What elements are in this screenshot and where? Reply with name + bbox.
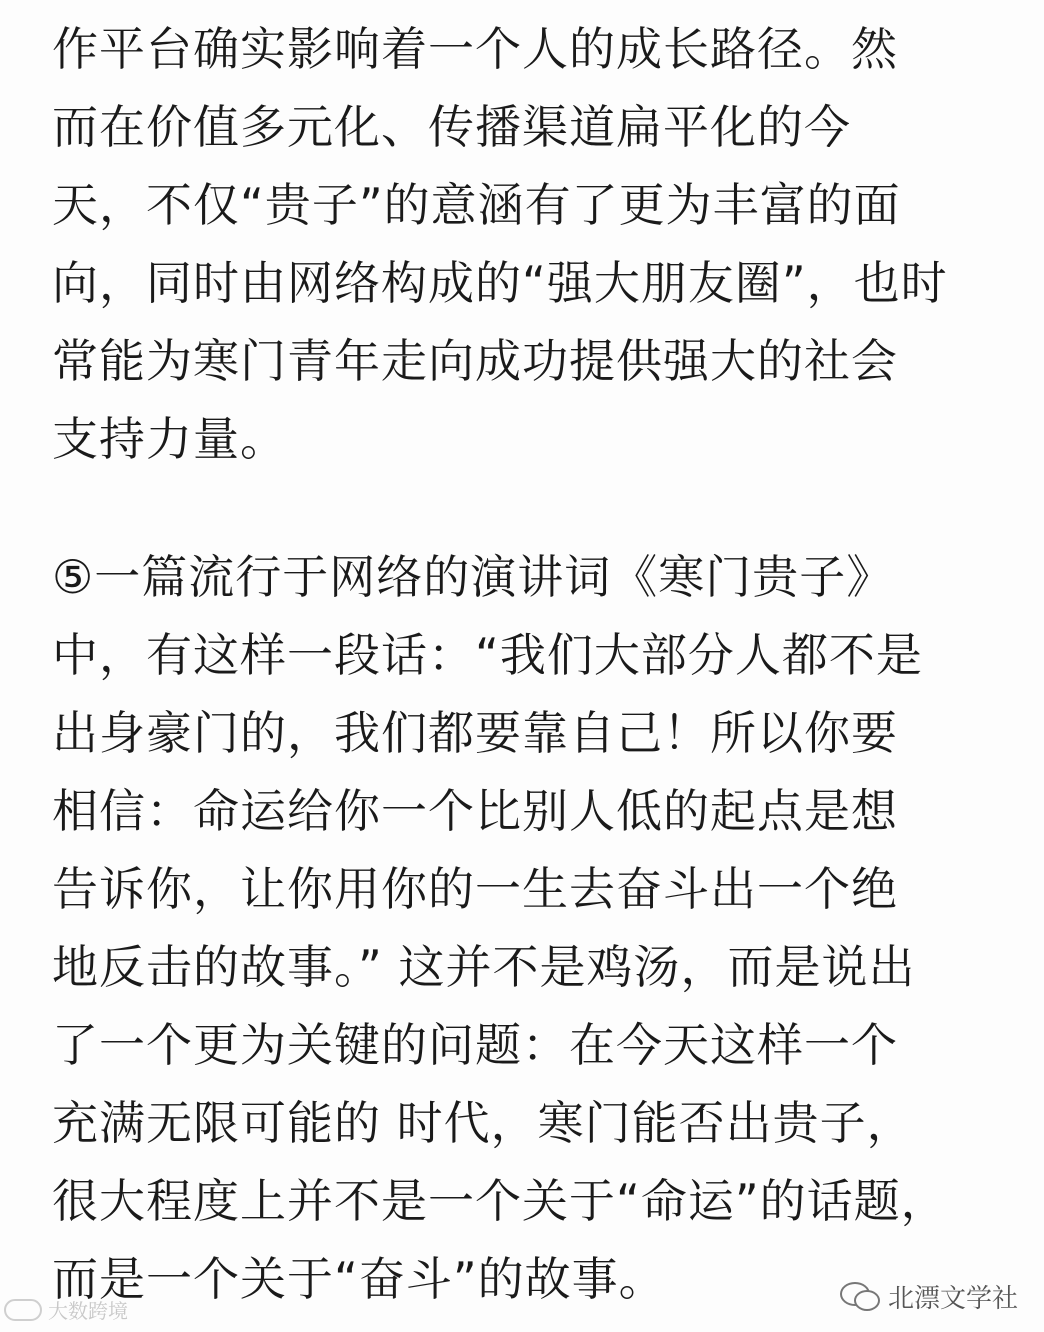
text-line: 很大程度上并不是一个关于“命运”的话题， — [52, 1174, 948, 1228]
watermark-left-label: 大数跨境 — [48, 1299, 128, 1323]
text-line: ⑤一篇流行于网络的演讲词《寒门贵子》 — [52, 550, 894, 604]
paragraph-2 — [52, 538, 948, 1318]
watermark-right-label: 北漂文学社 — [887, 1283, 1018, 1314]
text-line: 而在价值多元化、传播渠道扁平化的今 — [52, 100, 851, 154]
watermark-right — [840, 1278, 1018, 1314]
text-line: 常能为寒门青年走向成功提供强大的社会 — [52, 334, 898, 388]
logo-icon — [4, 1299, 42, 1321]
text-line: 作平台确实影响着一个人的成长路径。然 — [52, 22, 898, 76]
text-line: 地反击的故事。” 这并不是鸡汤，而是说出 — [52, 940, 916, 994]
text-line: 充满无限可能的 时代，寒门能否出贵子， — [52, 1096, 914, 1150]
text-line: 出身豪门的，我们都要靠自己！所以你要 — [52, 706, 898, 760]
text-line: 了一个更为关键的问题：在今天这样一个 — [52, 1018, 898, 1072]
paragraph-1 — [52, 10, 948, 478]
watermark-left — [4, 1295, 128, 1324]
text-line: 支持力量。 — [52, 412, 287, 466]
text-line: 天，不仅“贵子”的意涵有了更为丰富的面 — [52, 178, 901, 232]
wechat-icon — [840, 1280, 880, 1312]
text-line: 而是一个关于“奋斗”的故事。 — [52, 1252, 666, 1306]
text-line: 相信：命运给你一个比别人低的起点是想 — [52, 784, 898, 838]
text-line: 向，同时由网络构成的“强大朋友圈”，也时 — [52, 256, 948, 310]
text-line: 中，有这样一段话：“我们大部分人都不是 — [52, 628, 923, 682]
text-line: 告诉你，让你用你的一生去奋斗出一个绝 — [52, 862, 898, 916]
